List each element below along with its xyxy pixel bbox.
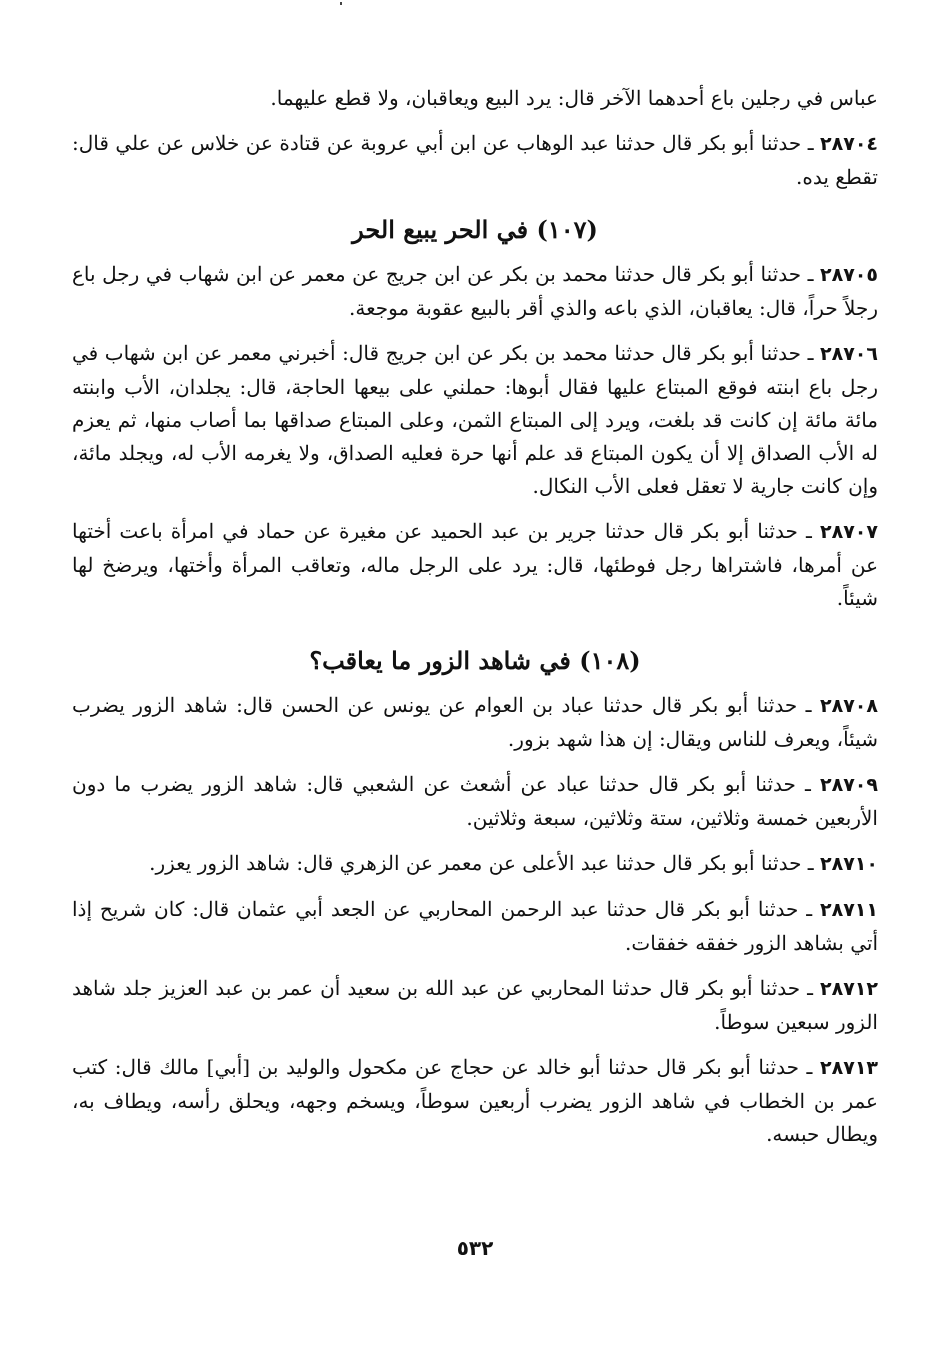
hadith-number: ٢٨٧٠٨ — [820, 695, 878, 717]
hadith-paragraph — [72, 689, 878, 756]
hadith-text: ـ حدثنا أبو بكر قال حدثنا عبد الرحمن المحاربي عن الجعد أبي عثمان قال: كان شريح إذا أتي بشاهد الزور خفقه خفقات. — [72, 897, 878, 955]
page-number: ٥٣٢ — [456, 1236, 494, 1260]
hadith-paragraph — [72, 258, 878, 325]
hadith-text: ـ حدثنا أبو بكر قال حدثنا أبو خالد عن حجاج عن مكحول والوليد بن [أبي] مالك قال: كتب عمر بن الخطاب في شاهد الزور يضرب أربعين سوطاً، ويسخم وجهه، ويحلق رأسه، ويطاف به، ويطال حبسه. — [72, 1055, 878, 1146]
hadith-paragraph — [72, 893, 878, 960]
hadith-number: ٢٨٧٠٥ — [820, 264, 878, 286]
hadith-number: ٢٨٧١٣ — [820, 1057, 879, 1079]
hadith-text: ـ حدثنا أبو بكر قال حدثنا محمد بن بكر عن ابن جريج قال: أخبرني معمر عن ابن شهاب في رجل باع ابنته فوقع المبتاع عليها فقال أبوها: حملني على بيعها الحاجة، قال: يجلدان، الأب وابنته مائة مائة إن كانت قد بلغت، ويرد إلى المبتاع الثمن، وعلى المبتاع صداقها بما أصاب منها، ثم يعزم له الأب الصداق إلا أن يكون المبتاع قد علم أنها حرة فعليه الصداق، ولا يغرمه الأب له، ويجلد مائة، وإن كانت جارية لا تعقل فعلى الأب النكال. — [72, 341, 879, 498]
hadith-paragraph — [72, 515, 878, 615]
hadith-text: ـ حدثنا أبو بكر قال حدثنا عباد بن العوام عن يونس عن الحسن قال: شاهد الزور يضرب شيئاً، ويعرف للناس ويقال: إن هذا شهد بزور. — [72, 693, 878, 751]
hadith-paragraph — [72, 972, 878, 1039]
hadith-text: ـ حدثنا أبو بكر قال حدثنا عبد الأعلى عن معمر عن الزهري قال: شاهد الزور يعزر. — [149, 851, 814, 875]
hadith-paragraph — [72, 1051, 878, 1151]
hadith-paragraph — [72, 127, 878, 194]
hadith-number: ٢٨٧٠٩ — [820, 774, 878, 796]
hadith-text: ـ حدثنا أبو بكر قال حدثنا المحاربي عن عبد الله بن سعيد أن عمر بن عبد العزيز جلد شاهد الزور سبعين سوطاً. — [72, 976, 878, 1034]
hadith-number: ٢٨٧١١ — [820, 899, 878, 921]
page-body — [72, 82, 878, 1342]
hadith-number: ٢٨٧٠٤ — [820, 133, 879, 155]
section-heading: (١٠٨) في شاهد الزور ما يعاقب؟ — [309, 646, 641, 675]
hadith-text: ـ حدثنا أبو بكر قال حدثنا محمد بن بكر عن ابن جريج عن معمر عن ابن شهاب في رجل باع رجلاً حراً، قال: يعاقبان، الذي باعه والذي أقر بالبيع عقوبة موجعة. — [72, 262, 878, 320]
paragraph — [72, 82, 878, 115]
hadith-paragraph — [72, 847, 878, 881]
hadith-number: ٢٨٧١٠ — [820, 853, 878, 875]
hadith-paragraph — [72, 768, 878, 835]
hadith-text: ـ حدثنا أبو بكر قال حدثنا جرير بن عبد الحميد عن مغيرة عن حماد في امرأة باعت أختها عن أمرها، فاشتراها رجل فوطئها، قال: يرد على الرجل ماله، وتعاقب المرأة وأختها، ويرضخ لها شيئاً. — [72, 519, 878, 610]
section-heading: (١٠٧) في الحر يبيع الحر — [352, 215, 598, 244]
hadith-number: ٢٨٧٠٧ — [820, 521, 878, 543]
hadith-paragraph — [72, 337, 878, 503]
scan-mark — [340, 2, 342, 5]
hadith-number: ٢٨٧١٢ — [820, 978, 878, 1000]
paragraph-text: عباس في رجلين باع أحدهما الآخر قال: يرد البيع ويعاقبان، ولا قطع عليهما. — [270, 86, 878, 110]
hadith-number: ٢٨٧٠٦ — [820, 343, 878, 365]
hadith-text: ـ حدثنا أبو بكر قال حدثنا عباد عن أشعث عن الشعبي قال: شاهد الزور يضرب ما دون الأربعين خمسة وثلاثين، ستة وثلاثين، سبعة وثلاثين. — [72, 772, 878, 830]
hadith-text: ـ حدثنا أبو بكر قال حدثنا عبد الوهاب عن ابن أبي عروبة عن قتادة عن خلاس عن علي قال: تقطع يده. — [72, 131, 878, 189]
